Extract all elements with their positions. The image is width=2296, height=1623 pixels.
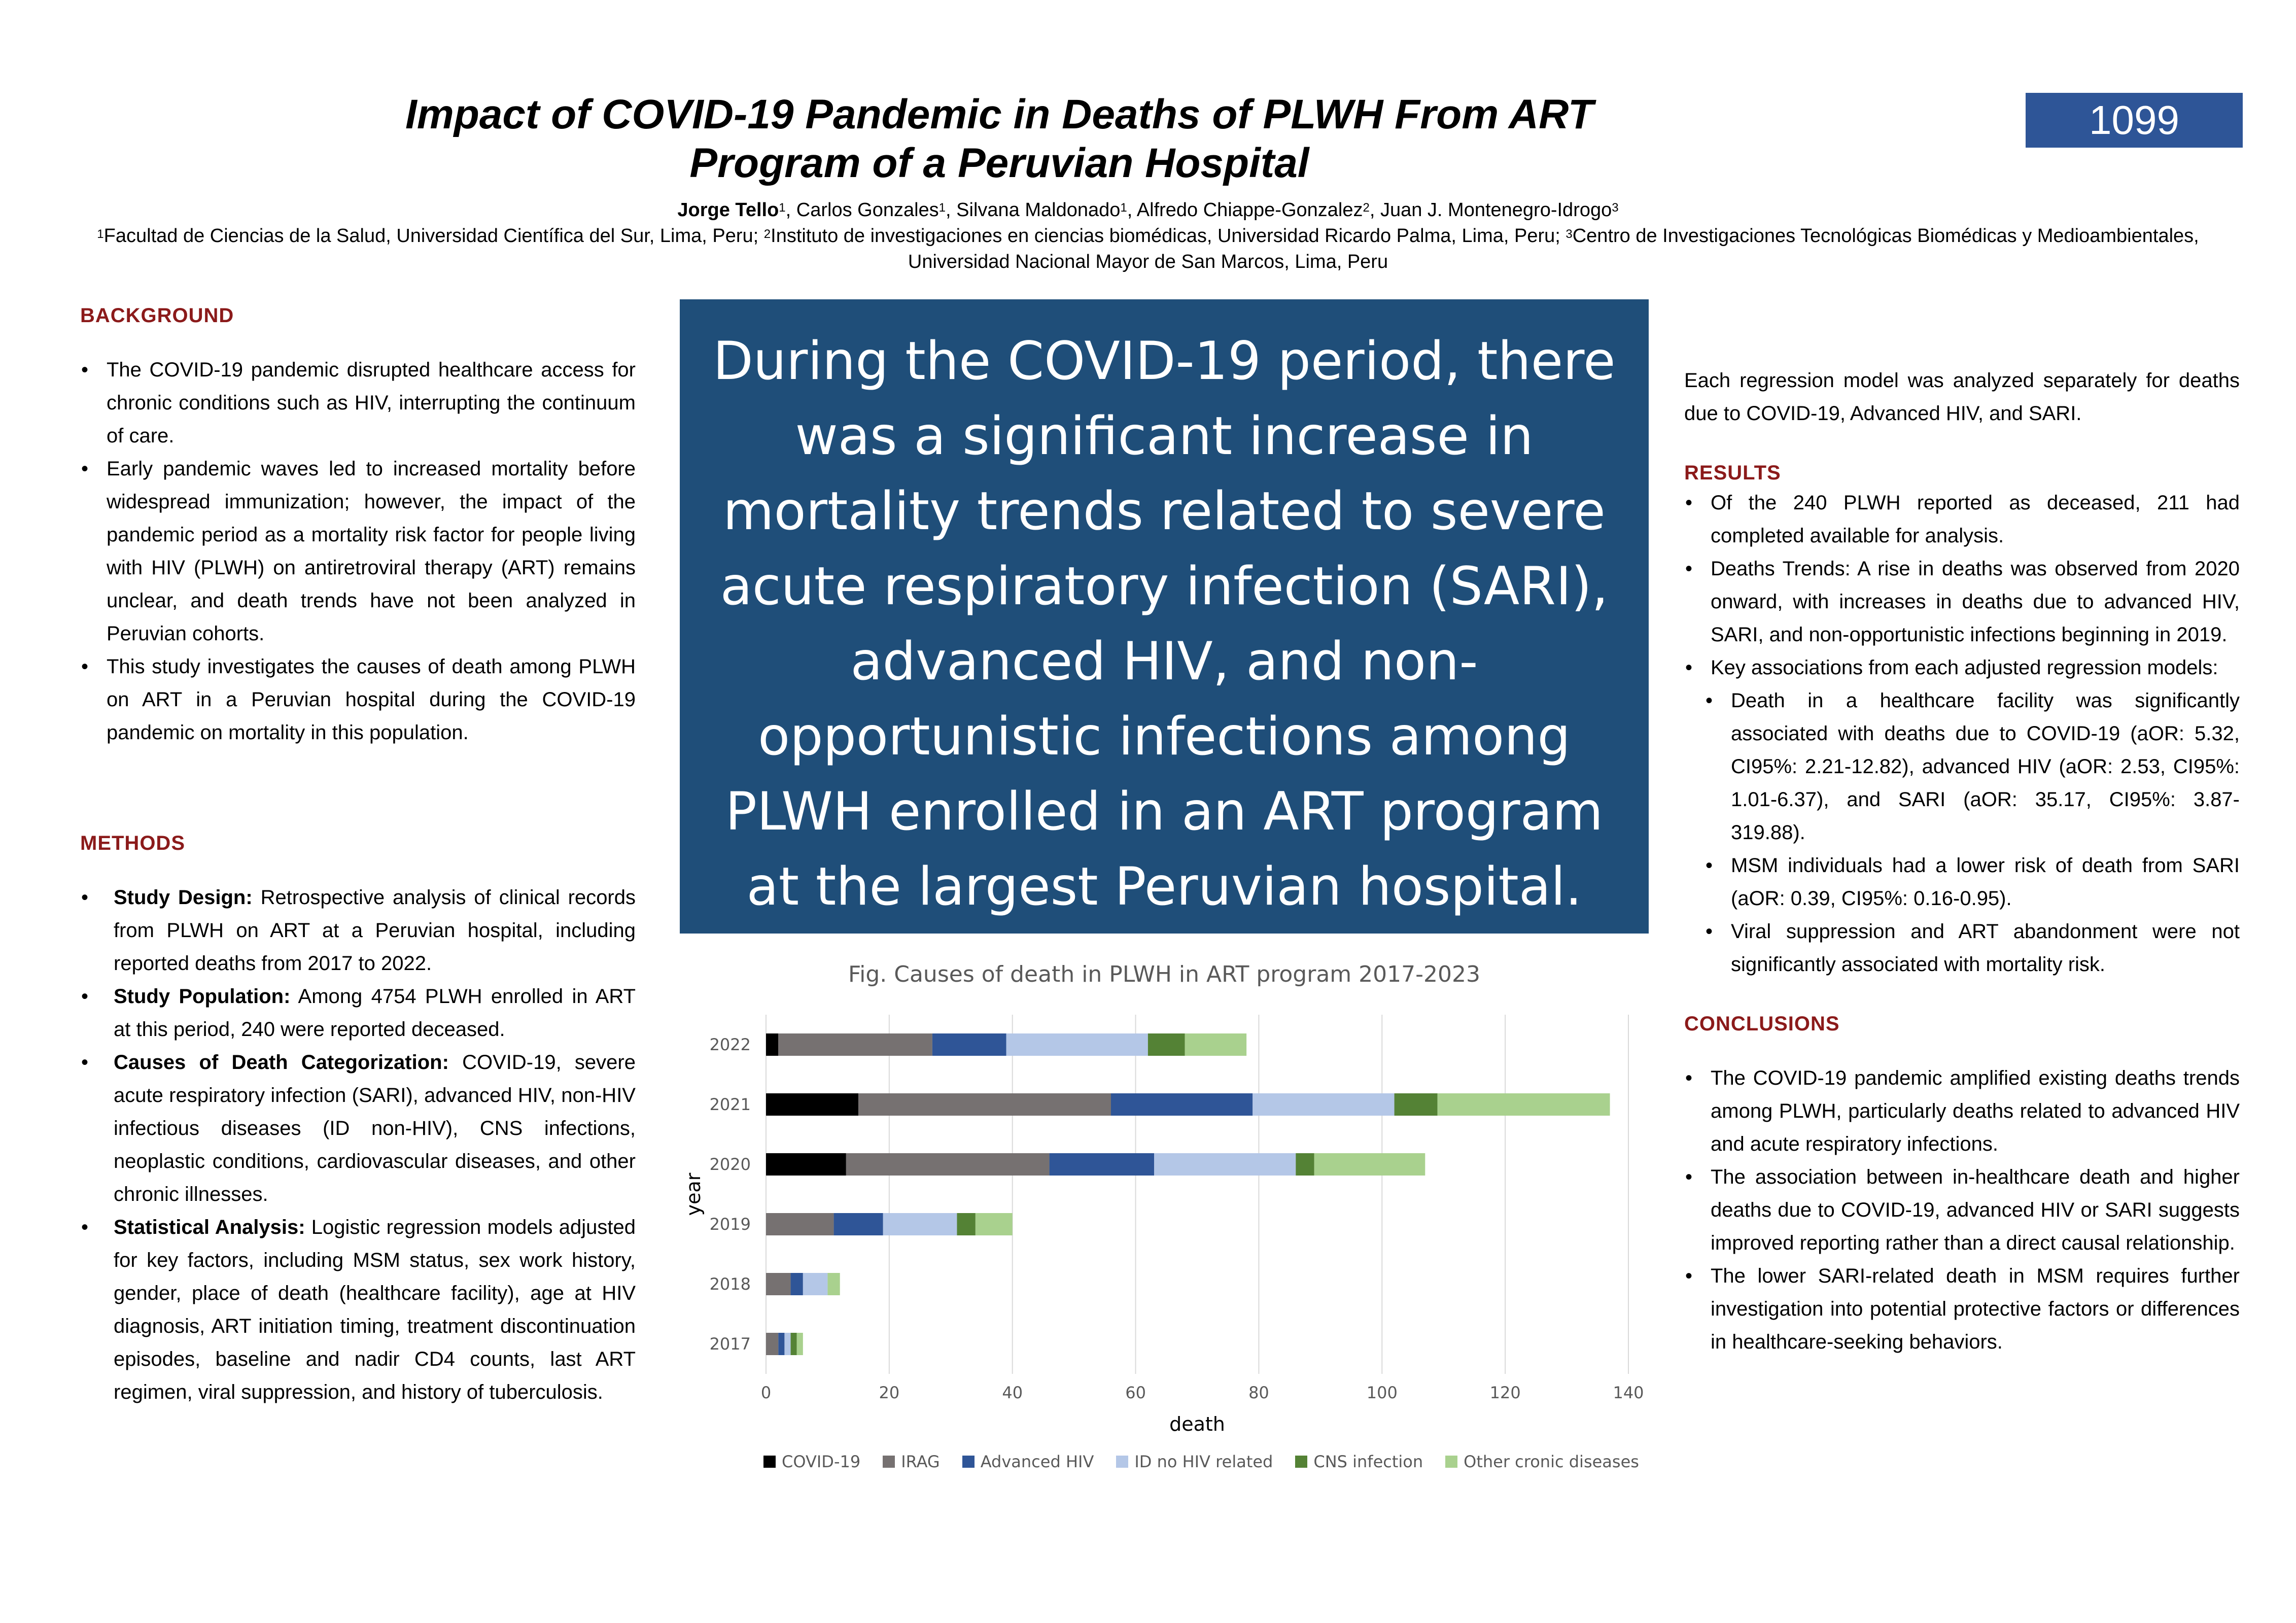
x-axis-title: death <box>1169 1413 1225 1435</box>
method-text: Among 4754 PLWH enrolled in ART at this period, 240 were reported deceased. <box>114 985 636 1041</box>
author-name: Jorge Tello <box>677 199 779 221</box>
legend-swatch <box>1116 1456 1128 1468</box>
method-text: Retrospective analysis of clinical records from PLWH on ART at a Peruvian hospital, including reported deaths from 2017 to 2022. <box>114 886 636 975</box>
legend-label: ID no HIV related <box>1134 1452 1273 1471</box>
x-tick-label: 40 <box>1002 1383 1023 1402</box>
results-list <box>1684 487 2240 684</box>
chart-legend <box>763 1452 1677 1472</box>
affiliation-marker: 1 <box>97 227 104 241</box>
author-name: Alfredo Chiappe-Gonzalez <box>1136 199 1363 221</box>
list-item: • The COVID-19 pandemic amplified existing deaths trends among PLWH, particularly deaths related to advanced HIV and acute respiratory infections. <box>1684 1062 2240 1161</box>
results-sublist <box>1684 684 2240 981</box>
bar-segment <box>834 1213 883 1235</box>
background-list <box>80 354 636 749</box>
bar-segment <box>766 1273 791 1295</box>
legend-item <box>883 1452 940 1471</box>
bar-segment <box>778 1333 784 1355</box>
list-item <box>80 1211 636 1409</box>
y-tick-label: 2019 <box>709 1215 751 1234</box>
legend-item <box>962 1452 1094 1471</box>
results-heading: RESULTS <box>1684 462 1781 484</box>
legend-swatch <box>763 1456 776 1468</box>
bar-segment <box>827 1273 840 1295</box>
method-label: Study Design: <box>114 886 253 909</box>
list-item: • This study investigates the causes of death among PLWH on ART in a Peruvian hospital during the COVID-19 pandemic on mortality in this population. <box>80 650 636 749</box>
affiliation-marker: 2 <box>763 227 771 241</box>
list-item: • Early pandemic waves led to increased mortality before widespread immunization; however, the impact of the pandemic period as a mortality risk factor for people living with HIV (PLWH) on antiretroviral therapy (ART) remains unclear, and death trends have not been analyzed in Peruvian cohorts. <box>80 453 636 650</box>
x-tick-label: 100 <box>1366 1383 1398 1402</box>
methods-heading: METHODS <box>80 832 185 854</box>
bar-segment <box>858 1093 1111 1116</box>
author-affiliation-marker: 1 <box>938 201 946 215</box>
chart-title: Fig. Causes of death in PLWH in ART program 2017-2023 <box>848 961 1480 987</box>
bar-segment <box>957 1213 975 1235</box>
bar-segment <box>766 1213 834 1235</box>
bar-segment <box>1253 1093 1394 1116</box>
bar-segment <box>766 1033 778 1056</box>
legend-swatch <box>1445 1456 1457 1468</box>
x-tick-label: 140 <box>1613 1383 1644 1402</box>
affiliation-text: Facultad de Ciencias de la Salud, Universidad Científica del Sur, Lima, Peru; <box>103 225 764 247</box>
background-heading: BACKGROUND <box>80 304 234 327</box>
bar-segment <box>1438 1093 1610 1116</box>
legend-item <box>1445 1452 1639 1471</box>
legend-label: Other cronic diseases <box>1464 1452 1639 1471</box>
bar-segment <box>791 1333 797 1355</box>
legend-swatch <box>1295 1456 1307 1468</box>
bar-segment <box>1050 1153 1154 1176</box>
bar-segment <box>766 1333 778 1355</box>
legend-swatch <box>883 1456 895 1468</box>
bar-segment <box>932 1033 1006 1056</box>
bar-segment <box>846 1153 1050 1176</box>
legend-item <box>1295 1452 1423 1471</box>
method-label: Statistical Analysis: <box>114 1216 305 1238</box>
stacked-bar-chart <box>680 1005 1649 1451</box>
x-tick-label: 80 <box>1248 1383 1269 1402</box>
background-section <box>80 304 636 749</box>
bar-segment <box>1185 1033 1246 1056</box>
bar-segment <box>1111 1093 1253 1116</box>
author-name: Silvana Maldonado <box>956 199 1121 221</box>
author-list: Jorge Tello$^1$, Carlos Gonzales$^1$, Silvana Maldonado$^1$, Alfredo Chiappe-Gonzalez$^2$, Juan J. Montenegro-Idrogo$^3$ <box>677 199 1619 221</box>
list-item <box>80 881 636 980</box>
list-item: • MSM individuals had a lower risk of death from SARI (aOR: 0.39, CI95%: 0.16-0.95). <box>1684 849 2240 915</box>
bar-segment <box>797 1333 803 1355</box>
key-message-box: During the COVID-19 period, there was a significant increase in mortality trends related to severe acute respiratory infection (SARI), advanced HIV, and non-opportunistic infections among PLWH enrolled in an ART program at the largest Peruvian hospital. <box>680 299 1649 934</box>
legend-swatch <box>962 1456 975 1468</box>
method-text: Logistic regression models adjusted for key factors, including MSM status, sex work history, gender, place of death (healthcare facility), age at HIV diagnosis, ART initiation timing, treatment discontinuation episodes, baseline and nadir CD4 counts, last ART regimen, viral suppression, and history of tuberculosis. <box>114 1216 636 1403</box>
y-axis-title: year <box>682 1172 705 1216</box>
bar-segment <box>1395 1093 1438 1116</box>
author-name: Juan J. Montenegro-Idrogo <box>1380 199 1612 221</box>
method-label: Study Population: <box>114 985 291 1008</box>
y-tick-label: 2021 <box>709 1095 751 1114</box>
bar-segment <box>1314 1153 1425 1176</box>
right-column <box>1684 364 2240 1359</box>
poster-title: Impact of COVID-19 Pandemic in Deaths of PLWH From ART Program of a Peruvian Hospital <box>405 91 1593 186</box>
affiliation-marker: 3 <box>1566 227 1573 241</box>
x-tick-label: 20 <box>879 1383 900 1402</box>
list-item: • The COVID-19 pandemic disrupted healthcare access for chronic conditions such as HIV, interrupting the continuum of care. <box>80 354 636 453</box>
method-label: Causes of Death Categorization: <box>114 1051 449 1074</box>
conclusions-heading: CONCLUSIONS <box>1684 1013 1840 1035</box>
list-item: • Deaths Trends: A rise in deaths was observed from 2020 onward, with increases in deaths due to advanced HIV, SARI, and non-opportunistic infections beginning in 2019. <box>1684 552 2240 651</box>
y-tick-label: 2020 <box>709 1155 751 1174</box>
bar-segment <box>1148 1033 1185 1056</box>
author-affiliation-marker: 3 <box>1612 201 1619 215</box>
author-affiliation-marker: 1 <box>1120 201 1127 215</box>
bar-segment <box>803 1273 828 1295</box>
legend-label: Advanced HIV <box>980 1452 1094 1471</box>
bar-segment <box>1154 1153 1296 1176</box>
bar-segment <box>784 1333 790 1355</box>
list-item <box>80 980 636 1046</box>
poster-number-badge: 1099 <box>2026 93 2243 148</box>
author-name: Carlos Gonzales <box>796 199 939 221</box>
bar-segment <box>1296 1153 1314 1176</box>
methods-list <box>80 881 636 1409</box>
x-tick-label: 120 <box>1489 1383 1521 1402</box>
list-item: • Key associations from each adjusted regression models: <box>1684 651 2240 684</box>
methods-section <box>80 832 636 1409</box>
bar-segment <box>778 1033 932 1056</box>
author-affiliation-marker: 1 <box>779 201 786 215</box>
legend-label: CNS infection <box>1313 1452 1423 1471</box>
affiliation-text: Instituto de investigaciones en ciencias biomédicas, Universidad Ricardo Palma, Lima, Peru; <box>771 225 1566 247</box>
bar-segment <box>766 1093 858 1116</box>
author-affiliation-marker: 2 <box>1363 201 1370 215</box>
legend-item <box>763 1452 860 1471</box>
legend-label: COVID-19 <box>782 1452 861 1471</box>
method-text: COVID-19, severe acute respiratory infection (SARI), advanced HIV, non-HIV infectious diseases (ID non-HIV), CNS infections, neoplastic conditions, cardiovascular diseases, and other chronic illnesses. <box>114 1051 636 1205</box>
x-tick-label: 60 <box>1125 1383 1146 1402</box>
y-tick-label: 2018 <box>709 1274 751 1294</box>
bar-segment <box>883 1213 957 1235</box>
legend-item <box>1116 1452 1273 1471</box>
y-tick-label: 2022 <box>709 1035 751 1054</box>
list-item: • The lower SARI-related death in MSM requires further investigation into potential protective factors or differences in healthcare-seeking behaviors. <box>1684 1260 2240 1359</box>
list-item: • Viral suppression and ART abandonment were not significantly associated with mortality risk. <box>1684 915 2240 981</box>
conclusions-list <box>1684 1062 2240 1359</box>
list-item: • The association between in-healthcare death and higher deaths due to COVID-19, advanced HIV or SARI suggests improved reporting rather than a direct causal relationship. <box>1684 1161 2240 1260</box>
affiliations <box>91 223 2205 275</box>
list-item: • Death in a healthcare facility was significantly associated with deaths due to COVID-19 (aOR: 5.32, CI95%: 2.21-12.82), advanced HIV (aOR: 2.53, CI95%: 1.01-6.37), and SARI (aOR: 35.17, CI95%: 3.87-319.88). <box>1684 684 2240 849</box>
list-item: • Of the 240 PLWH reported as deceased, 211 had completed available for analysis. <box>1684 487 2240 552</box>
list-item <box>80 1046 636 1211</box>
bar-segment <box>791 1273 803 1295</box>
regression-note: Each regression model was analyzed separately for deaths due to COVID-19, Advanced HIV, and SARI. <box>1684 369 2240 425</box>
bar-segment <box>1006 1033 1148 1056</box>
bar-segment <box>766 1153 846 1176</box>
x-tick-label: 0 <box>760 1383 772 1402</box>
affiliation-text: Centro de Investigaciones Tecnológicas Biomédicas y Medioambientales, Universidad Nacional Mayor de San Marcos, Lima, Peru <box>908 225 2199 272</box>
y-tick-label: 2017 <box>709 1334 751 1354</box>
bar-segment <box>976 1213 1013 1235</box>
legend-label: IRAG <box>901 1452 940 1471</box>
